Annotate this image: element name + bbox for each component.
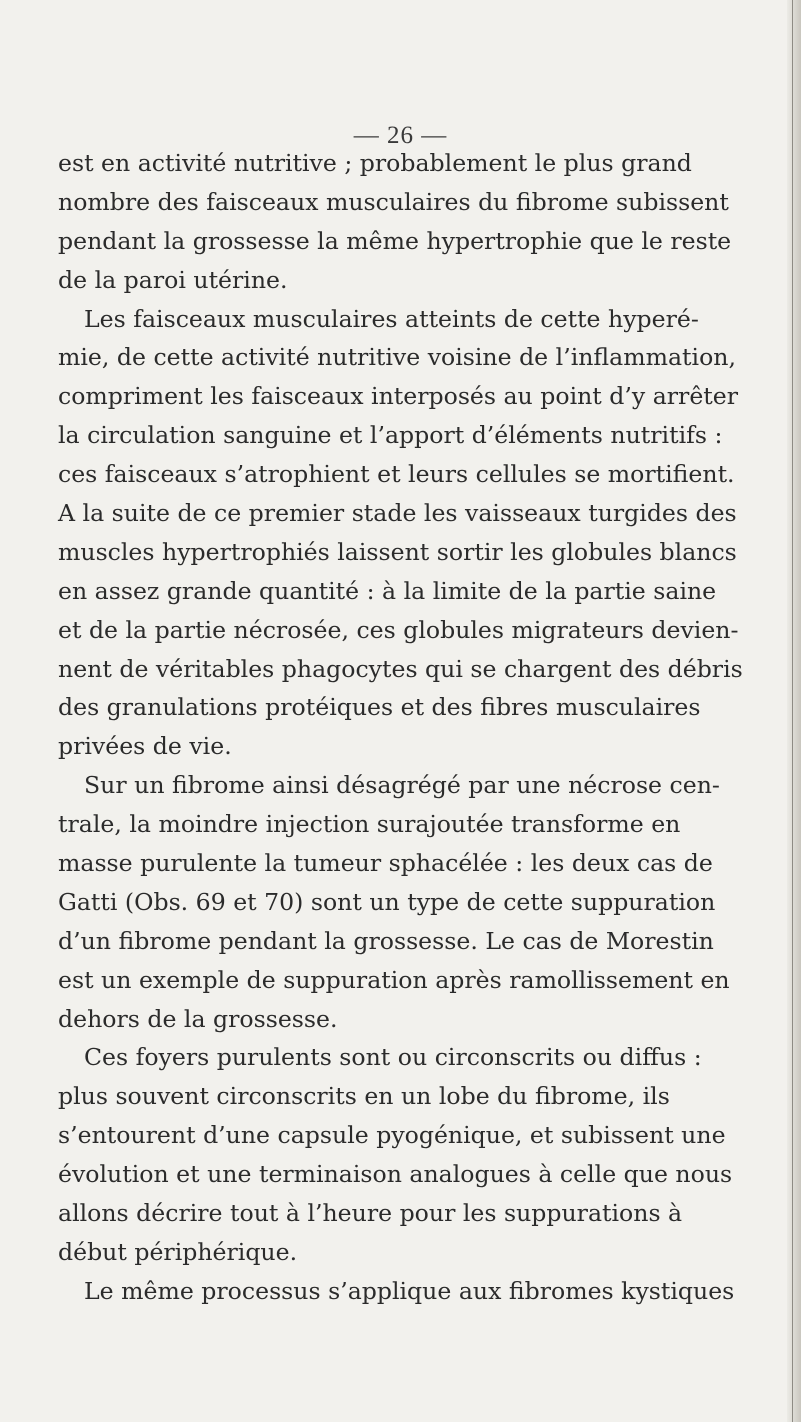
text-line: et de la partie nécrosée, ces globules migrateurs devien- — [58, 615, 739, 644]
text-line: nent de véritables phagocytes qui se chargent des débris — [58, 654, 743, 683]
text-line: ces faisceaux s’atrophient et leurs cellules se mortifient. — [58, 460, 735, 489]
text-line: est un exemple de suppuration après ramollissement en — [58, 965, 730, 994]
text-line: Gatti (Obs. 69 et 70) sont un type de cette suppuration — [58, 887, 716, 916]
body-text — [58, 144, 758, 1311]
text-line: Les faisceaux musculaires atteints de cette hyperé- — [84, 304, 699, 333]
page-edge-shadow — [787, 0, 801, 1422]
text-line: s’entourent d’une capsule pyogénique, et subissent une — [58, 1121, 726, 1150]
text-line: mie, de cette activité nutritive voisine de l’inflammation, — [58, 343, 736, 372]
text-line: des granulations protéiques et des fibres musculaires — [58, 693, 701, 722]
text-line: privées de vie. — [58, 732, 232, 761]
text-line: masse purulente la tumeur sphacélée : les deux cas de — [58, 849, 713, 878]
text-line: d’un fibrome pendant la grossesse. Le cas de Morestin — [58, 926, 714, 955]
text-line: A la suite de ce premier stade les vaisseaux turgides des — [58, 499, 737, 528]
page-edge-line — [792, 0, 793, 1422]
page-number: — 26 — — [353, 122, 448, 149]
text-line: de la paroi utérine. — [58, 265, 288, 294]
text-line: allons décrire tout à l’heure pour les suppurations à — [58, 1199, 683, 1228]
text-line: muscles hypertrophiés laissent sortir les globules blancs — [58, 537, 737, 566]
text-line: en assez grande quantité : à la limite de la partie saine — [58, 576, 717, 605]
text-line: plus souvent circonscrits en un lobe du fibrome, ils — [58, 1082, 670, 1111]
text-line: Le même processus s’applique aux fibromes kystiques — [84, 1276, 735, 1305]
text-line: la circulation sanguine et l’apport d’éléments nutritifs : — [58, 421, 723, 450]
text-line: Sur un fibrome ainsi désagrégé par une nécrose cen- — [84, 771, 720, 800]
text-line: évolution et une terminaison analogues à celle que nous — [58, 1160, 733, 1189]
text-line: dehors de la grossesse. — [58, 1004, 338, 1033]
text-line: trale, la moindre injection surajoutée transforme en — [58, 810, 681, 839]
text-line: pendant la grossesse la même hypertrophie que le reste — [58, 226, 732, 255]
text-line: début périphérique. — [58, 1237, 298, 1266]
text-line: Ces foyers purulents sont ou circonscrits ou diffus : — [84, 1043, 702, 1072]
text-line: est en activité nutritive ; probablement le plus grand — [58, 149, 692, 177]
text-line: nombre des faisceaux musculaires du fibrome subissent — [58, 187, 729, 216]
text-line: compriment les faisceaux interposés au point d’y arrêter — [58, 382, 739, 411]
